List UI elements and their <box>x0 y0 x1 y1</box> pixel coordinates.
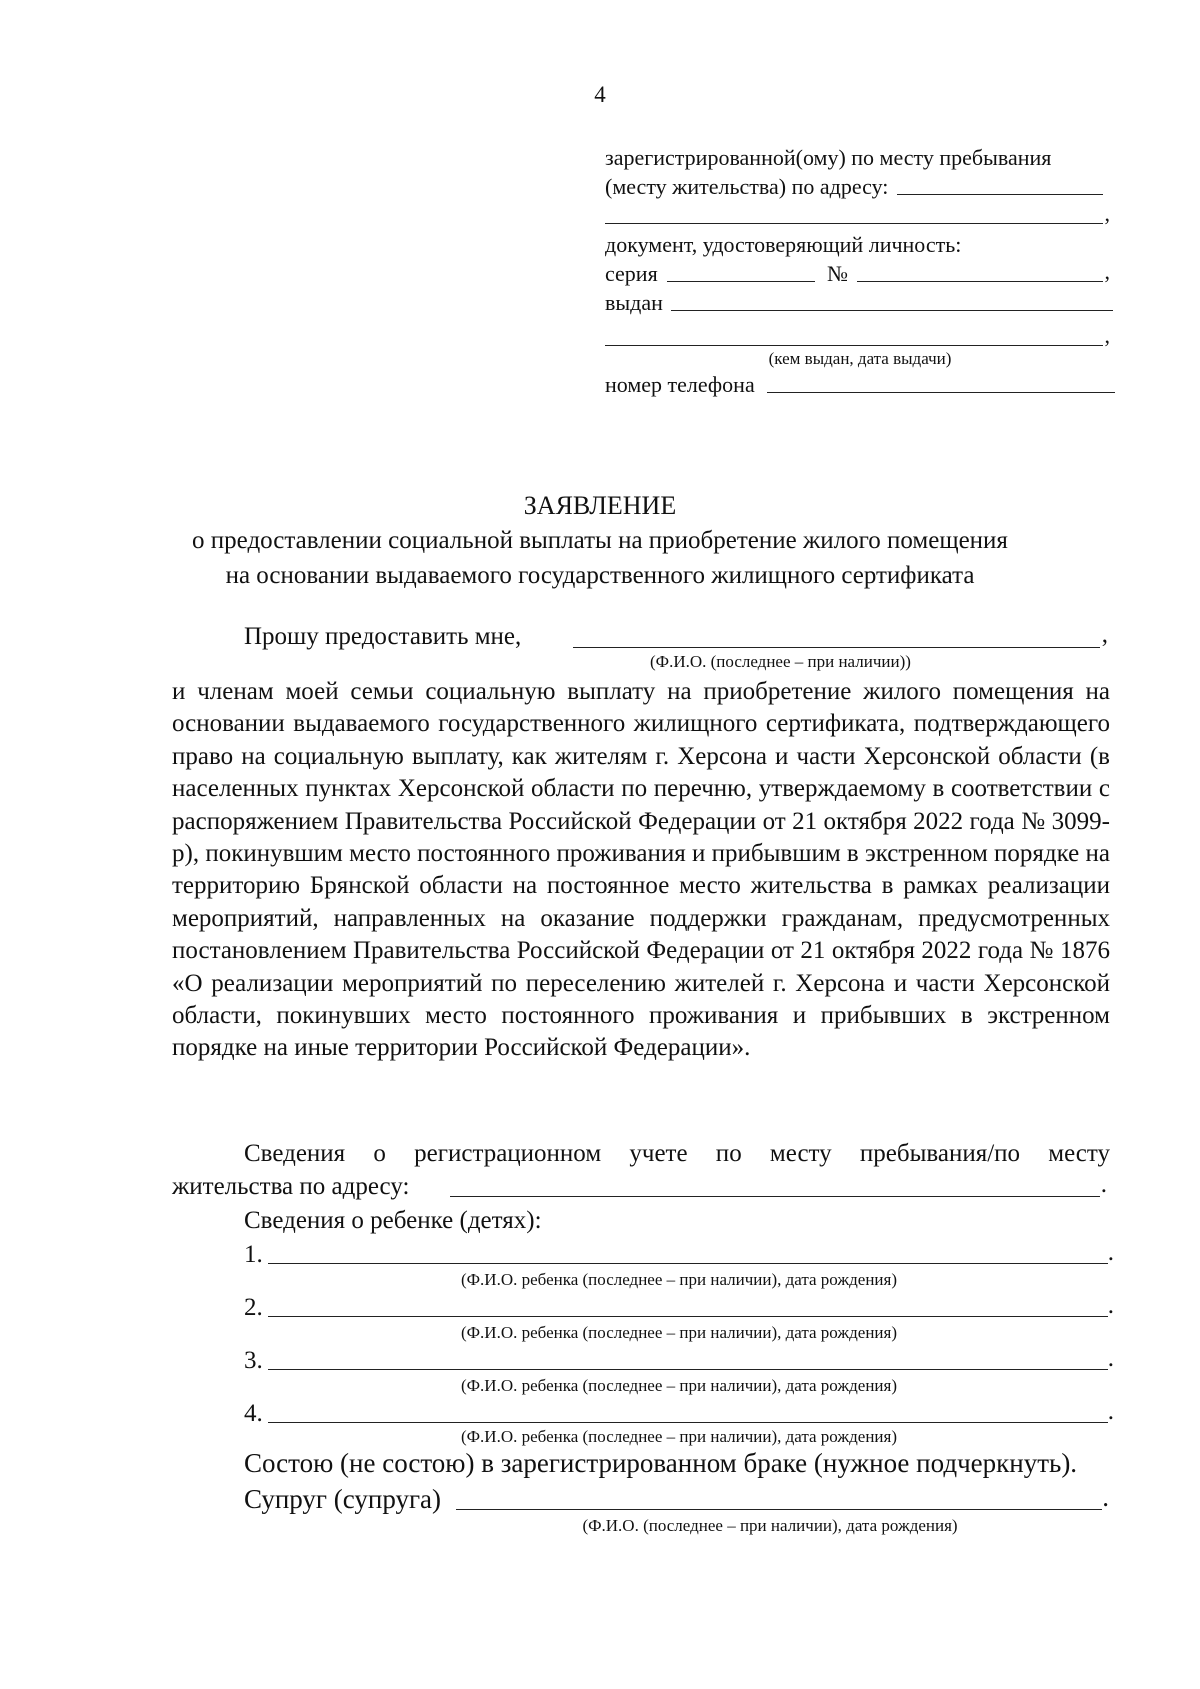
period: . <box>1107 1345 1114 1372</box>
spouse-caption: (Ф.И.О. (последнее – при наличии), дата рождения) <box>582 1516 958 1535</box>
children-title: Сведения о ребенке (детях): <box>244 1207 542 1234</box>
period: . <box>1107 1398 1114 1425</box>
phone-label: номер телефона <box>605 372 755 397</box>
comma: , <box>1101 621 1108 648</box>
child-caption: (Ф.И.О. ребенка (последнее – при наличии), дата рождения) <box>460 1323 898 1342</box>
comma: , <box>1104 323 1110 348</box>
request-line <box>244 620 1114 654</box>
comma: , <box>1104 201 1110 226</box>
child-row <box>244 1240 1114 1270</box>
registered-line-2 <box>605 172 1115 201</box>
document-label: документ, удостоверяющий личность: <box>605 232 962 257</box>
document-subtitle <box>0 523 1200 593</box>
address-continuation-line <box>605 201 1115 230</box>
registered-text-1: зарегистрированной(ому) по месту пребывания <box>605 145 1052 170</box>
subtitle-line-2: на основании выдаваемого государственного жилищного сертификата <box>225 562 975 589</box>
series-label: серия <box>605 261 658 286</box>
period: . <box>1100 1170 1107 1198</box>
marriage-status-text: Состою (не состою) в зарегистрированном браке (нужное подчеркнуть). <box>244 1448 1078 1478</box>
child-number: 2. <box>244 1294 263 1321</box>
spouse-field[interactable] <box>456 1509 1102 1510</box>
spouse-label: Супруг (супруга) <box>244 1484 442 1514</box>
body-paragraph: и членам моей семьи социальную выплату на приобретение жилого помещения на основании выдаваемого государственного жилищного сертификата, подтверждающего право на социальную выплату, как жителям г. Херсона и части Херсонской области (в населенных пунктах Херсонской области по перечню, утверждаемому в соответствии с распоряжением Правительства Российской Федерации от 21 октября 2022 года № 3099-р), покинувшим место постоянного проживания и прибывшим в экстренном порядке на территорию Брянской области на постоянное место жительства в рамках реализации мероприятий, направленных на оказание поддержки гражданам, предусмотренных постановлением Правительства Российской Федерации от 21 октября 2022 года № 1876 «О реализации мероприятий по переселению жителей г. Херсона и части Херсонской области, покинувших место постоянного проживания и прибывших в экстренном порядке на иные территории Российской Федерации». <box>172 678 1110 1062</box>
issued-caption: (кем выдан, дата выдачи) <box>768 349 952 368</box>
period: . <box>1107 1292 1114 1319</box>
spouse-line <box>244 1482 1114 1516</box>
child-field[interactable] <box>268 1316 1108 1317</box>
issued-line <box>605 288 1115 317</box>
subtitle-line-1: о предоставлении социальной выплаты на приобретение жилого помещения <box>192 527 1008 554</box>
registered-text-2: (месту жительства) по адресу: <box>605 174 889 199</box>
child-row <box>244 1346 1114 1376</box>
registration-line-1: Сведения о регистрационном учете по месту пребывания/по месту <box>244 1140 1110 1167</box>
issued-field[interactable] <box>671 310 1113 311</box>
child-row <box>244 1399 1114 1429</box>
number-field[interactable] <box>857 281 1103 282</box>
registered-line-1 <box>605 143 1115 172</box>
fio-caption: (Ф.И.О. (последнее – при наличии)) <box>650 652 911 671</box>
issued-label: выдан <box>605 290 663 315</box>
address-field[interactable] <box>897 194 1103 195</box>
number-label: № <box>827 261 848 286</box>
request-label: Прошу предоставить мне, <box>244 623 522 650</box>
registration-label: жительства по адресу: <box>172 1173 410 1200</box>
period: . <box>1102 1482 1109 1512</box>
child-number: 1. <box>244 1241 263 1268</box>
child-field[interactable] <box>268 1263 1108 1264</box>
child-number: 4. <box>244 1400 263 1427</box>
registration-address-field[interactable] <box>450 1196 1100 1197</box>
issued-field-continued[interactable] <box>605 345 1103 346</box>
child-caption: (Ф.И.О. ребенка (последнее – при наличии), дата рождения) <box>460 1427 898 1446</box>
phone-line <box>605 370 1115 399</box>
child-field[interactable] <box>268 1369 1108 1370</box>
registration-line-2 <box>172 1171 1110 1203</box>
series-number-line <box>605 259 1115 288</box>
child-number: 3. <box>244 1347 263 1374</box>
child-caption: (Ф.И.О. ребенка (последнее – при наличии), дата рождения) <box>460 1270 898 1289</box>
address-field-continued[interactable] <box>605 223 1103 224</box>
page-number: 4 <box>594 82 606 107</box>
issued-continuation-line <box>605 323 1115 352</box>
phone-field[interactable] <box>767 392 1115 393</box>
document-line <box>605 230 1115 259</box>
document-title: ЗАЯВЛЕНИЕ <box>523 491 677 520</box>
child-field[interactable] <box>268 1422 1108 1423</box>
comma: , <box>1104 259 1110 284</box>
period: . <box>1107 1239 1114 1266</box>
series-field[interactable] <box>667 281 815 282</box>
child-caption: (Ф.И.О. ребенка (последнее – при наличии), дата рождения) <box>460 1376 898 1395</box>
applicant-header-block <box>605 143 1115 399</box>
fio-field[interactable] <box>573 647 1100 648</box>
child-row <box>244 1293 1114 1323</box>
